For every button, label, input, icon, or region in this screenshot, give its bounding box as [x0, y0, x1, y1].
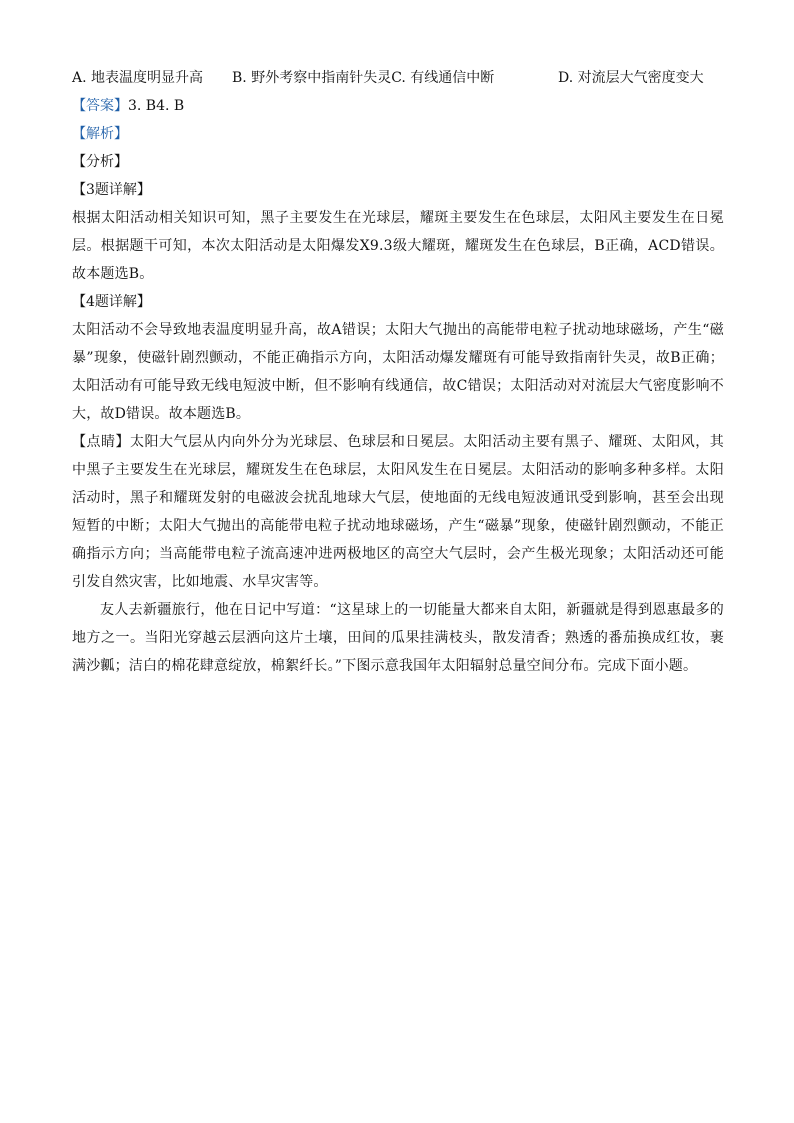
analysis-heading: 【解析】	[72, 126, 128, 142]
answer-options	[72, 64, 724, 92]
option-b-c: B. 野外考察中指南针失灵C. 有线通信中断	[232, 70, 495, 86]
q3-explanation: 根据太阳活动相关知识可知，黑子主要发生在光球层，耀斑主要发生在色球层，太阳风主要发生在日冕层。根据题干可知，本次太阳活动是太阳爆发X9.3级大耀斑，耀斑发生在色球层，B正确，ACD错误。故本题选B。	[72, 210, 724, 282]
q3-heading: 【3题详解】	[72, 182, 151, 198]
reading-passage: 友人去新疆旅行，他在日记中写道：“这星球上的一切能量大都来自太阳，新疆就是得到恩惠最多的地方之一。当阳光穿越云层洒向这片土壤，田间的瓜果挂满枝头，散发清香；熟透的番茄换成红妆，裹满沙瓤；洁白的棉花肆意绽放，棉絮纤长。”下图示意我国年太阳辐射总量空间分布。完成下面小题。	[72, 602, 724, 674]
fenxi-heading: 【分析】	[72, 154, 128, 170]
answer-value: 3. B4. B	[128, 98, 185, 114]
answer-tag: 【答案】	[72, 98, 128, 114]
document-page	[72, 64, 724, 680]
dianjing-paragraph	[72, 428, 724, 596]
q4-heading: 【4题详解】	[72, 294, 151, 310]
option-d: D. 对流层大气密度变大	[558, 70, 704, 86]
dianjing-text: 太阳大气层从内向外分为光球层、色球层和日冕层。太阳活动主要有黑子、耀斑、太阳风，其中黑子主要发生在光球层，耀斑发生在色球层，太阳风发生在日冕层。太阳活动的影响多种多样。太阳活动时，黑子和耀斑发射的电磁波会扰乱地球大气层，使地面的无线电短波通讯受到影响，甚至会出现短暂的中断；太阳大气抛出的高能带电粒子扰动地球磁场，产生“磁暴”现象，使磁针剧烈颤动，不能正确指示方向；当高能带电粒子流高速冲进两极地区的高空大气层时，会产生极光现象；太阳活动还可能引发自然灾害，比如地震、水旱灾害等。	[72, 434, 724, 590]
dianjing-tag: 【点睛】	[72, 434, 130, 450]
answer-line	[72, 92, 724, 120]
q4-explanation: 太阳活动不会导致地表温度明显升高，故A错误；太阳大气抛出的高能带电粒子扰动地球磁场，产生“磁暴”现象，使磁针剧烈颤动，不能正确指示方向，太阳活动爆发耀斑有可能导致指南针失灵，故B正确；太阳活动有可能导致无线电短波中断，但不影响有线通信，故C错误；太阳活动对对流层大气密度影响不大，故D错误。故本题选B。	[72, 322, 724, 422]
option-a: A. 地表温度明显升高	[72, 70, 204, 86]
